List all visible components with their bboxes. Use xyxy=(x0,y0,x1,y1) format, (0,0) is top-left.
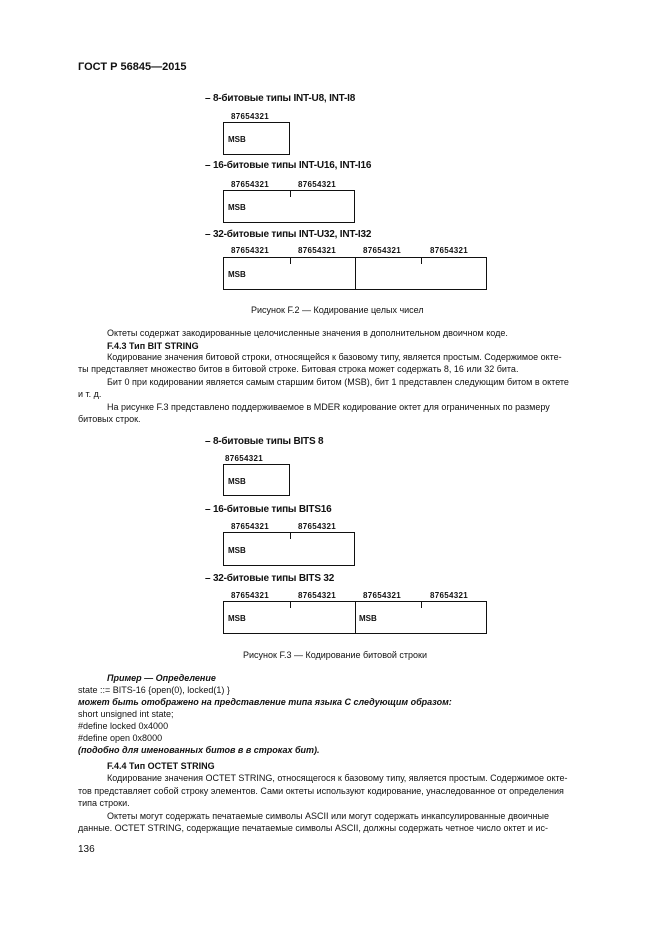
example-line-5: #define open 0x8000 xyxy=(78,733,163,743)
example-line-2: может быть отображено на представление типа языка С следующим образом: xyxy=(78,697,452,707)
f2-label-32bit: – 32-битовые типы INT-U32, INT-I32 xyxy=(205,229,372,240)
paragraph-bitstring-3a: На рисунке F.3 представлено поддерживаемое в MDER кодирование октет для ограниченных по размеру xyxy=(107,402,550,412)
f2-16bit-msb: MSB xyxy=(228,203,246,212)
f3-16bit-msb: MSB xyxy=(228,546,246,555)
example-line-1: state ::= BITS-16 {open(0), locked(1) } xyxy=(78,685,230,695)
f2-label-8bit: – 8-битовые типы INT-U8, INT-I8 xyxy=(205,93,356,104)
example-line-6: (подобно для именованных битов в в строках бит). xyxy=(78,745,320,755)
paragraph-bitstring-2b: и т. д. xyxy=(78,389,102,399)
f2-8bit-bits-1: 87654321 xyxy=(231,112,269,121)
f2-8bit-octet-box xyxy=(223,122,290,155)
paragraph-octet-2b: данные. OCTET STRING, содержащие печатаемые символы ASCII, должны содержать четное число октет и ис- xyxy=(78,823,548,833)
page-number: 136 xyxy=(78,844,95,855)
paragraph-bitstring-1b: ты представляет множество битов в битовой строке. Битовая строка может содержать 8, 16 или 32 бита. xyxy=(78,364,519,374)
f3-16bit-bits-2: 87654321 xyxy=(298,522,336,531)
f2-32bit-msb: MSB xyxy=(228,270,246,279)
f3-32bit-bits-3: 87654321 xyxy=(363,591,401,600)
paragraph-octet-1b: тов представляет собой строку элементов. Сами октеты используют кодирование, унаследованное от определения xyxy=(78,786,564,796)
paragraph-bitstring-2a: Бит 0 при кодировании является самым старшим битом (MSB), бит 1 представлен следующим битом в октете xyxy=(107,377,569,387)
f3-32bit-msb-2: MSB xyxy=(359,614,377,623)
f3-32bit-divider xyxy=(355,602,356,633)
paragraph-octets: Октеты содержат закодированные целочисленные значения в дополнительном двоичном коде. xyxy=(107,328,508,338)
f2-32bit-octet-box xyxy=(223,257,487,290)
f2-32bit-bits-2: 87654321 xyxy=(298,246,336,255)
f2-16bit-bits-2: 87654321 xyxy=(298,180,336,189)
heading-f43: F.4.3 Тип BIT STRING xyxy=(107,341,199,351)
figure-f2-caption: Рисунок F.2 — Кодирование целых чисел xyxy=(251,305,424,315)
figure-f3-caption: Рисунок F.3 — Кодирование битовой строки xyxy=(243,650,427,660)
f3-label-16bit: – 16-битовые типы BITS16 xyxy=(205,504,332,515)
f3-32bit-tick-1 xyxy=(290,602,291,608)
f2-16bit-octet-box xyxy=(223,190,355,223)
f3-32bit-tick-2 xyxy=(421,602,422,608)
paragraph-octet-1c: типа строки. xyxy=(78,798,130,808)
f3-32bit-msb: MSB xyxy=(228,614,246,623)
f3-16bit-tick xyxy=(290,533,291,539)
example-line-4: #define locked 0x4000 xyxy=(78,721,169,731)
heading-f44: F.4.4 Тип OCTET STRING xyxy=(107,761,215,771)
document-id: ГОСТ Р 56845—2015 xyxy=(78,61,187,73)
f2-32bit-bits-1: 87654321 xyxy=(231,246,269,255)
f3-32bit-bits-4: 87654321 xyxy=(430,591,468,600)
f2-16bit-tick xyxy=(290,191,291,197)
f2-32bit-bits-3: 87654321 xyxy=(363,246,401,255)
f3-8bit-bits-1: 87654321 xyxy=(225,454,263,463)
example-title: Пример — Определение xyxy=(107,673,216,683)
f2-32bit-tick-2 xyxy=(421,258,422,264)
f2-32bit-bits-4: 87654321 xyxy=(430,246,468,255)
paragraph-octet-1a: Кодирование значения OCTET STRING, относящегося к базовому типу, является простым. Содержимое окте- xyxy=(107,773,568,783)
paragraph-bitstring-3b: битовых строк. xyxy=(78,414,141,424)
f3-16bit-octet-box xyxy=(223,532,355,566)
f3-8bit-msb: MSB xyxy=(228,477,246,486)
f3-label-8bit: – 8-битовые типы BITS 8 xyxy=(205,436,324,447)
f2-32bit-divider xyxy=(355,258,356,289)
f3-32bit-octet-box xyxy=(223,601,487,634)
f2-8bit-msb: MSB xyxy=(228,135,246,144)
f3-16bit-bits-1: 87654321 xyxy=(231,522,269,531)
paragraph-bitstring-1a: Кодирование значения битовой строки, относящейся к базовому типу, является простым. Содержимое окте- xyxy=(107,352,562,362)
example-line-3: short unsigned int state; xyxy=(78,709,174,719)
paragraph-octet-2a: Октеты могут содержать печатаемые символы ASCII или могут содержать инкапсулированные двоичные xyxy=(107,811,549,821)
f3-8bit-octet-box xyxy=(223,464,290,496)
f3-32bit-bits-1: 87654321 xyxy=(231,591,269,600)
f2-label-16bit: – 16-битовые типы INT-U16, INT-I16 xyxy=(205,160,372,171)
f2-32bit-tick-1 xyxy=(290,258,291,264)
f3-32bit-bits-2: 87654321 xyxy=(298,591,336,600)
f2-16bit-bits-1: 87654321 xyxy=(231,180,269,189)
f3-label-32bit: – 32-битовые типы BITS 32 xyxy=(205,573,335,584)
